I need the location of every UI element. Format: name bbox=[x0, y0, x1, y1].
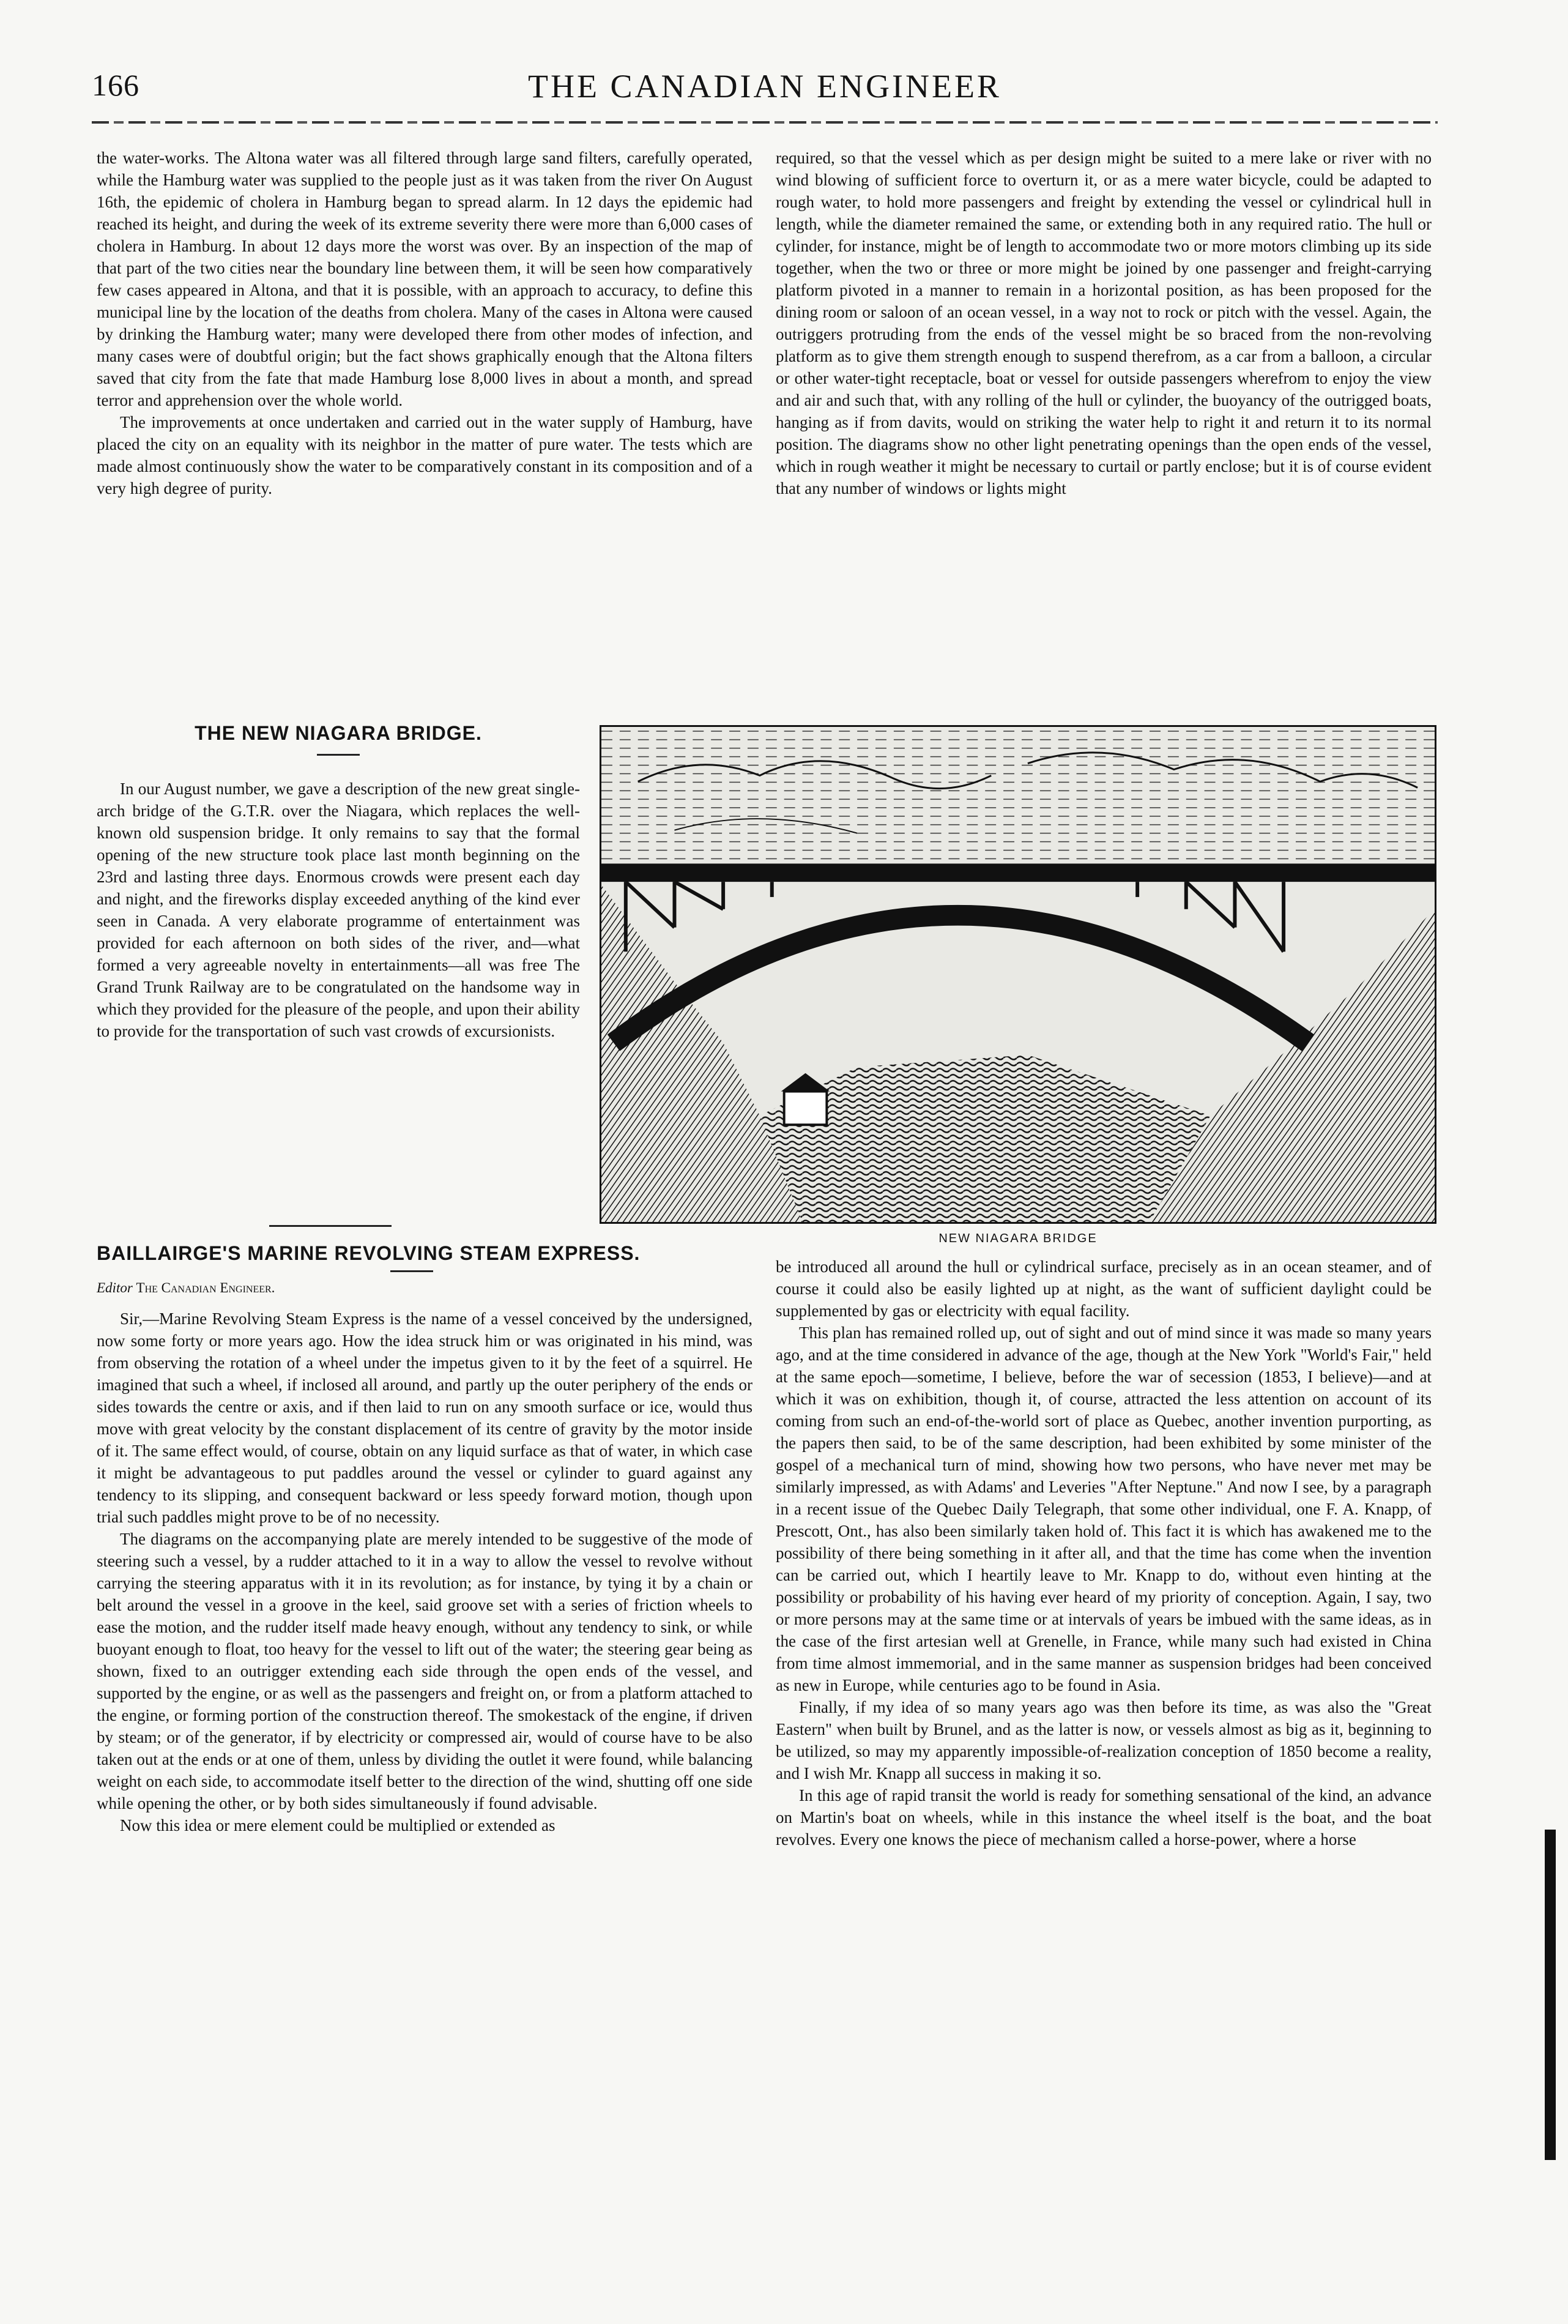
paragraph: In our August number, we gave a description of the new great single-arch bridge of the G.T.R. over the Niagara, which replaces the well-known old suspension bridge. It only remains to say that the formal opening of the new structure took place last month beginning on the 23rd and lasting three days. Enormous crowds were present each day and night, and the fireworks display exceeded anything of the kind ever seen in Canada. A very elaborate programme of entertainment was provided for each afternoon on both sides of the river, and—what formed a very agreeable novelty in entertainments—all was free The Grand Trunk Railway are to be congratulated on the handsome way in which they provided for the pleasure of the people, and upon their ability to provide for the transportation of such vast crowds of excursionists. bbox=[97, 780, 580, 1040]
section-rule bbox=[269, 1225, 392, 1227]
article-heading: BAILLAIRGE'S MARINE REVOLVING STEAM EXPRESS. bbox=[97, 1242, 641, 1264]
paragraph: Now this idea or mere element could be multiplied or extended as bbox=[120, 1816, 555, 1834]
editor-name: The Canadian Engineer. bbox=[136, 1280, 275, 1295]
article-heading: THE NEW NIAGARA BRIDGE. bbox=[195, 722, 482, 744]
article-cholera-continued bbox=[97, 147, 752, 499]
heading-rule bbox=[317, 754, 360, 756]
article-baillairge-steam-express bbox=[97, 1242, 752, 1836]
paragraph: Finally, if my idea of so many years ago was then before its time, as was also the "Great Eastern" when built by Brunel, and as the latter is now, or vessels almost as big as it, beginning to be utilized, so may my apparently impossible-of-realization conception of 1850 become a reality, and I wish Mr. Knapp all success in making it so. bbox=[776, 1698, 1432, 1782]
article-steam-express-continued bbox=[776, 147, 1432, 499]
header-rule bbox=[92, 121, 1438, 124]
article-steam-express-right bbox=[776, 1256, 1432, 1850]
paragraph: Sir,—Marine Revolving Steam Express is the name of a vessel conceived by the undersigned, now some forty or more years ago. How the idea struck him or was originated in his mind, was from observing the rotation of a wheel under the impetus given to it by the feet of a squirrel. He imagined that such a wheel, if inclosed all around, and partly up the outer periphery of the ends or sides towards the centre or axis, and if then laid to run on any smooth surface or ice, would thus move with great velocity by the constant displacement of its centre of gravity by the motor inside of it. The same effect would, of course, obtain on any liquid surface as that of water, in which case it might be advantageous to put paddles around the vessel or cylinder to guard against any tendency to its slipping, and consequent backward or less speedy forward motion, though upon trial such paddles might prove to be of no necessity. bbox=[97, 1309, 752, 1526]
editor-prefix: Editor bbox=[97, 1280, 133, 1295]
heading-rule bbox=[390, 1270, 433, 1272]
journal-title: THE CANADIAN ENGINEER bbox=[528, 68, 1001, 105]
article-niagara-bridge bbox=[97, 722, 580, 1042]
paragraph: The improvements at once undertaken and carried out in the water supply of Hamburg, have placed the city on an equality with its neighbor in the matter of pure water. The tests which are made almost continuously show the water to be comparatively constant in its composition and of a very high degree of purity. bbox=[97, 413, 752, 497]
paragraph: In this age of rapid transit the world is ready for something sensational of the kind, an advance on Martin's boat on wheels, while in this instance the wheel itself is the boat, and the boat revolves. Every one knows the piece of mechanism called a horse-power, where a horse bbox=[776, 1786, 1432, 1849]
paragraph: The diagrams on the accompanying plate are merely intended to be suggestive of the mode of steering such a vessel, by a rudder attached to it in a way to allow the vessel to revolve without carrying the steering apparatus with it in its revolution; as for instance, by tying it by a chain or belt around the vessel in a groove in the keel, said groove set with a series of friction wheels to ease the motion, and the rudder itself made heavy enough, without any tendency to sink, or while buoyant enough to float, too heavy for the vessel to lift out of the water; the steering gear being as shown, fixed to an outrigger extending each side through the open ends of the vessel, and supported by the engine, or as well as the passengers and freight on, or from a platform attached to the engine, or forming portion of the construction thereof. The smokestack of the engine, if driven by steam; or of the generator, if by electricity or compressed air, would of course have to be also taken out at the ends or at one of them, unless by dividing the outlet it were found, while balancing weight on each side, to accommodate itself better to the direction of the wind, shutting off one side while opening the other, or by both sides simultaneously if found advisable. bbox=[97, 1530, 752, 1812]
page-number: 166 bbox=[92, 68, 139, 102]
paragraph: be introduced all around the hull or cylindrical surface, precisely as in an ocean steamer, and of course it could also be easily lighted up at night, as the want of sufficient daylight could be supplemented by gas or electricity with equal facility. bbox=[776, 1257, 1432, 1320]
editor-line bbox=[97, 1277, 752, 1299]
bridge-engraving bbox=[601, 727, 1435, 1222]
paragraph: the water-works. The Altona water was all filtered through large sand filters, carefully operated, while the Hamburg water was supplied to the people just as it was taken from the river On August 16th, the epidemic of cholera in Hamburg began to spread alarm. In 12 days the epidemic had reached its height, and during the week of its extreme severity there were more than 6,000 cases of cholera in Hamburg. In about 12 days more the worst was over. By an inspection of the map of that part of the two cities near the boundary line between them, it will be seen how comparatively few cases appeared in Altona, and that it is possible, with an approach to accuracy, to define this municipal line by the location of the deaths from cholera. Many of the cases in Altona were caused by drinking the Hamburg water; many were developed there from other modes of infection, and many cases were of doubtful origin; but the fact shows graphically enough that the Altona filters saved that city from the fate that made Hamburg lose 8,000 lives in about a month, and spread terror and apprehension over the whole world. bbox=[97, 149, 752, 409]
page-header bbox=[92, 67, 1438, 116]
paragraph: This plan has remained rolled up, out of sight and out of mind since it was made so many years ago, and at the time considered in advance of the age, though at the New York "World's Fair," held at the same epoch—sometime, I believe, before the war of secession (1853, I believe)—and at which it was on exhibition, though it, of course, attracted the less attention on account of its coming from such an end-of-the-world sort of place as Quebec, another invention purporting, as the papers then said, to be of the same description, had been exhibited by some minister of the gospel of a mechanical turn of mind, showing how two persons, who have never met may be similarly impressed, as with Adams' and Leveries "After Neptune." And now I see, by a paragraph in a recent issue of the Quebec Daily Telegraph, that some other individual, one F. A. Knapp, of Prescott, Ont., has also been similarly taken hold of. This fact it is which has awakened me to the possibility of there being something in it after all, and that the time has come when the invention can be carried out, which I heartily leave to Mr. Knapp to do, without even hinting at the possibility or probability of his having ever heard of my priority of conception. Again, I say, two or more persons may at the same time or at intervals of years be imbued with the same ideas, as in the case of the first artesian well at Grenelle, in France, while many such had existed in China from time almost immemorial, and in the same manner as suspension bridges had been conceived as new in Europe, while centuries ago to be found in Asia. bbox=[776, 1324, 1432, 1694]
niagara-bridge-illustration bbox=[600, 725, 1436, 1224]
figure-caption: NEW NIAGARA BRIDGE bbox=[938, 1232, 1098, 1245]
paragraph: required, so that the vessel which as per design might be suited to a mere lake or river with no wind blowing of sufficient force to overturn it, or as a mere water bicycle, could be adapted to rough water, to hold more passengers and freight by extending the vessel or cylindrical hull in length, while the diameter remained the same, or extending both in any required ratio. The hull or cylinder, for instance, might be of length to accommodate two or more motors climbing up its side together, when the two or three or more might be joined by one passenger and freight-carrying platform pivoted in a manner to remain in a horizontal position, as has been proposed for the dining room or saloon of an ocean vessel, in a way not to rock or pitch with the vessel. Again, the outriggers protruding from the ends of the vessel might be so braced from the non-revolving platform as to give them strength enough to suspend therefrom, as a car from a balloon, a circular or other water-tight receptacle, boat or vessel for outside passengers wherefrom to enjoy the view and air and such that, with any rolling of the hull or cylinder, the buoyancy of the outrigged boats, hanging as if from davits, would on striking the water help to right it and return it to its normal position. The diagrams show no other light penetrating openings than the open ends of the vessel, which in rough weather it might be necessary to curtail or partly enclose; but it is of course evident that any number of windows or lights might bbox=[776, 149, 1432, 497]
margin-bar bbox=[1545, 1830, 1556, 2160]
